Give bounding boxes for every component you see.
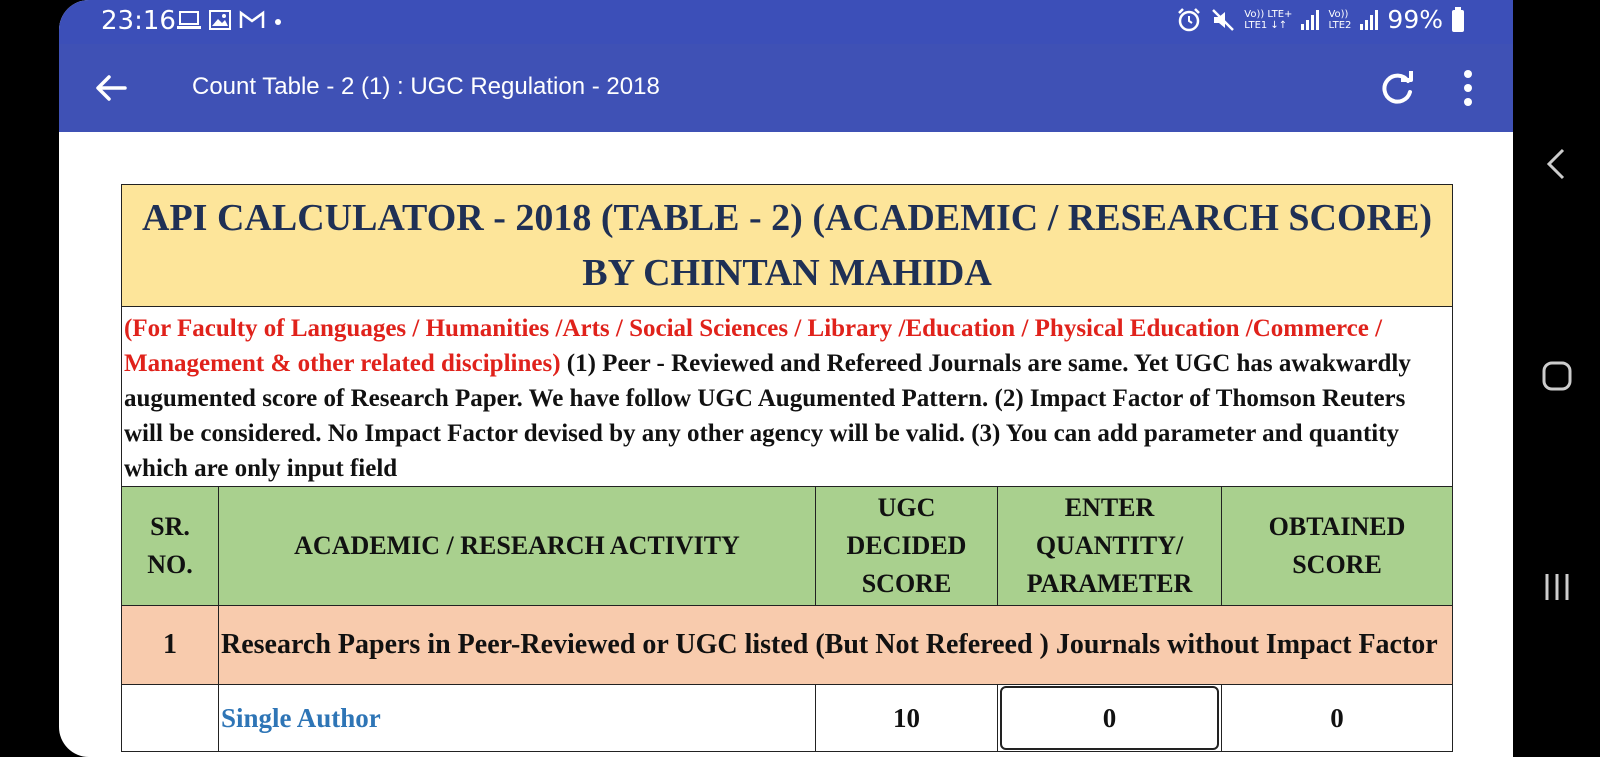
laptop-icon bbox=[177, 10, 201, 30]
api-calculator-sheet bbox=[121, 184, 1450, 752]
network-sim1: Vo)) LTE+ LTE1 ↓↑ bbox=[1244, 8, 1293, 31]
more-vert-icon[interactable] bbox=[1462, 70, 1474, 110]
back-arrow-icon[interactable] bbox=[93, 70, 129, 106]
note-disciplines: (For Faculty of Languages / Humanities /Arts / Social Sciences / Library /Education / Physical Education /Commerce / Management & other related disciplines) bbox=[124, 315, 1383, 377]
note-instructions: (1) Peer - Reviewed and Refereed Journals are same. Yet UGC has awakwardly augumented score of Research Paper. We have follow UGC Augumented Pattern. (2) Impact Factor of Thomson Reuters will be considered. No Impact Factor devised by any other agency will be valid. (3) You can add parameter and quantity which are only input field bbox=[124, 350, 1411, 482]
section-label: Research Papers in Peer-Reviewed or UGC listed (But Not Refereed ) Journals without Impact Factor bbox=[219, 606, 1453, 685]
battery-percent: 99% bbox=[1387, 5, 1443, 34]
refresh-icon[interactable] bbox=[1377, 68, 1417, 108]
sheet-title: API CALCULATOR - 2018 (TABLE - 2) (ACADEMIC / RESEARCH SCORE) BY CHINTAN MAHIDA bbox=[122, 185, 1453, 307]
row-obtained-score: 0 bbox=[1222, 685, 1453, 752]
header-sr-no: SR. NO. bbox=[122, 487, 219, 606]
status-right bbox=[1176, 5, 1465, 34]
header-obtained: OBTAINED SCORE bbox=[1222, 487, 1453, 606]
image-icon bbox=[209, 10, 231, 30]
sheet-note bbox=[122, 307, 1453, 487]
signal-icon bbox=[1300, 9, 1320, 31]
section-row bbox=[122, 606, 1453, 685]
nav-recent-icon[interactable] bbox=[1542, 571, 1572, 603]
row-quantity-cell bbox=[998, 685, 1222, 752]
phone-screen bbox=[59, 0, 1513, 757]
alarm-icon bbox=[1176, 7, 1202, 33]
header-activity: ACADEMIC / RESEARCH ACTIVITY bbox=[219, 487, 816, 606]
table-header bbox=[122, 487, 1453, 606]
row-sr bbox=[122, 685, 219, 752]
section-sr: 1 bbox=[122, 606, 219, 685]
table-row bbox=[122, 685, 1453, 752]
header-quantity: ENTER QUANTITY/ PARAMETER bbox=[998, 487, 1222, 606]
row-ugc-score: 10 bbox=[816, 685, 998, 752]
score-table bbox=[121, 184, 1453, 752]
gmail-icon bbox=[239, 10, 265, 30]
dot-icon bbox=[273, 10, 283, 30]
notification-icons bbox=[177, 10, 283, 30]
network-sim2: Vo)) LTE2 bbox=[1328, 8, 1352, 31]
nav-home-icon[interactable] bbox=[1541, 360, 1573, 392]
quantity-input[interactable]: 0 bbox=[1000, 686, 1219, 750]
mute-icon bbox=[1210, 7, 1236, 33]
status-time: 23:16 bbox=[101, 6, 176, 36]
status-bar bbox=[59, 0, 1513, 44]
app-bar bbox=[59, 44, 1513, 132]
row-activity-label: Single Author bbox=[219, 685, 816, 752]
battery-icon bbox=[1451, 7, 1465, 33]
signal-icon bbox=[1359, 9, 1379, 31]
header-ugc-score: UGC DECIDED SCORE bbox=[816, 487, 998, 606]
nav-back-icon[interactable] bbox=[1543, 144, 1569, 184]
page-title: Count Table - 2 (1) : UGC Regulation - 2018 bbox=[192, 73, 660, 100]
